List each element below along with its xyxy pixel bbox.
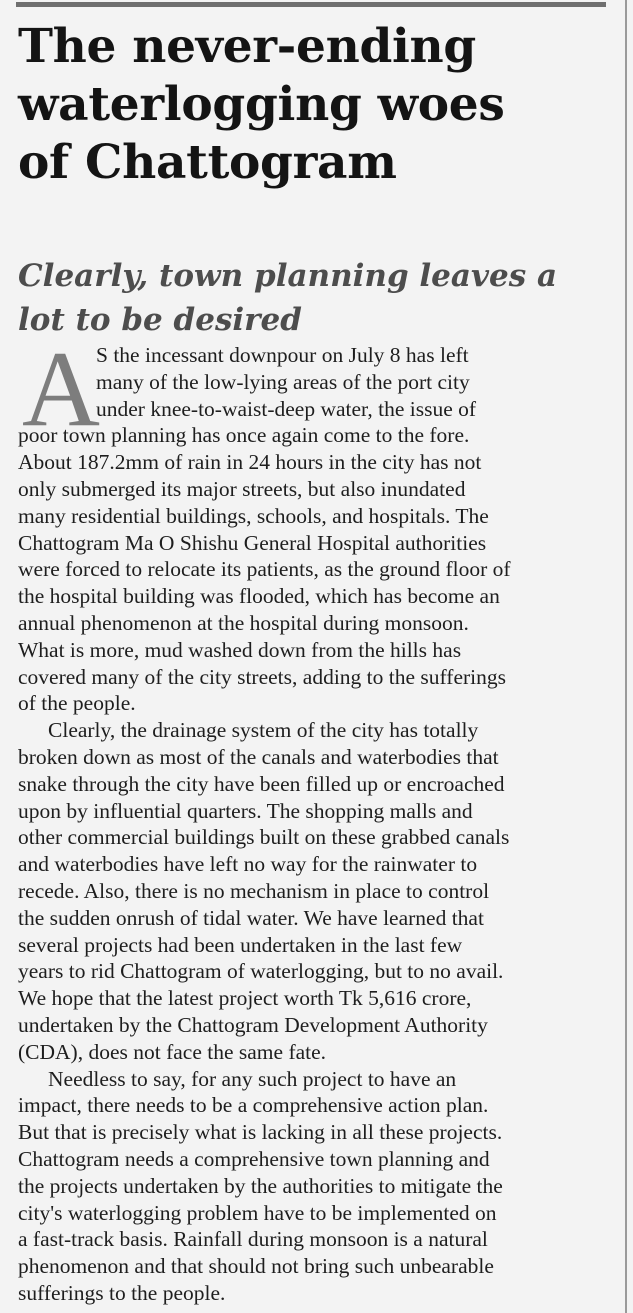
- body-line: years to rid Chattogram of waterlogging, but to no avail.: [18, 959, 504, 984]
- body-line: the sudden onrush of tidal water. We have learned that: [18, 905, 484, 930]
- body-line: broken down as most of the canals and waterbodies that: [18, 744, 499, 769]
- body-line: many residential buildings, schools, and hospitals. The: [18, 503, 489, 528]
- body-line: of the people.: [18, 691, 136, 716]
- body-line: the hospital building was flooded, which has become an: [18, 584, 500, 609]
- body-line: several projects had been undertaken in the last few: [18, 932, 463, 957]
- headline-line: waterlogging woes: [18, 77, 505, 132]
- body-line: the projects undertaken by the authorities to mitigate the: [18, 1173, 503, 1198]
- column-border: [625, 0, 627, 1313]
- body-line: impact, there needs to be a comprehensive action plan.: [18, 1093, 489, 1118]
- top-rule: [16, 2, 606, 7]
- body-line: Chattogram Ma O Shishu General Hospital authorities: [18, 530, 487, 555]
- body-line: upon by influential quarters. The shopping malls and: [18, 798, 473, 823]
- body-line: poor town planning has once again come to the fore.: [18, 423, 470, 448]
- body-line: We hope that the latest project worth Tk 5,616 crore,: [18, 986, 472, 1011]
- headline-line: The never-ending: [18, 19, 476, 74]
- headline: [18, 18, 618, 192]
- drop-cap: A: [22, 330, 100, 449]
- body-line: Needless to say, for any such project to have an: [48, 1066, 457, 1091]
- body-line: were forced to relocate its patients, as the ground floor of: [18, 557, 511, 582]
- headline-line: of Chattogram: [18, 135, 397, 190]
- body-line: recede. Also, there is no mechanism in place to control: [18, 878, 490, 903]
- body-line: under knee-to-waist-deep water, the issue of: [96, 396, 477, 421]
- body-line: undertaken by the Chattogram Development Authority: [18, 1012, 488, 1037]
- body-line: covered many of the city streets, adding to the sufferings: [18, 664, 506, 689]
- body-line: and waterbodies have left no way for the rainwater to: [18, 852, 478, 877]
- body-line: city's waterlogging problem have to be implemented on: [18, 1200, 497, 1225]
- body-line: snake through the city have been filled up or encroached: [18, 771, 505, 796]
- body-line: many of the low-lying areas of the port city: [96, 369, 470, 394]
- body-line: But that is precisely what is lacking in all these projects.: [18, 1120, 503, 1145]
- subheadline-line: Clearly, town planning leaves a: [18, 258, 558, 294]
- body-line: phenomenon and that should not bring such unbearable: [18, 1254, 494, 1279]
- subheadline: [18, 254, 618, 342]
- body-line: annual phenomenon at the hospital during monsoon.: [18, 610, 469, 635]
- body-line: Chattogram needs a comprehensive town planning and: [18, 1146, 490, 1171]
- body-line: (CDA), does not face the same fate.: [18, 1039, 327, 1064]
- body-line: What is more, mud washed down from the hills has: [18, 637, 462, 662]
- body-line: only submerged its major streets, but also inundated: [18, 476, 466, 501]
- body-line: S the incessant downpour on July 8 has left: [96, 343, 469, 367]
- body-line: a fast-track basis. Rainfall during monsoon is a natural: [18, 1227, 488, 1252]
- subheadline-line: lot to be desired: [18, 302, 302, 338]
- body-line: About 187.2mm of rain in 24 hours in the city has not: [18, 450, 482, 475]
- body-line: other commercial buildings built on these grabbed canals: [18, 825, 510, 850]
- body-line: Clearly, the drainage system of the city has totally: [48, 718, 479, 743]
- article-body: [18, 330, 618, 1307]
- body-line: sufferings to the people.: [18, 1280, 226, 1305]
